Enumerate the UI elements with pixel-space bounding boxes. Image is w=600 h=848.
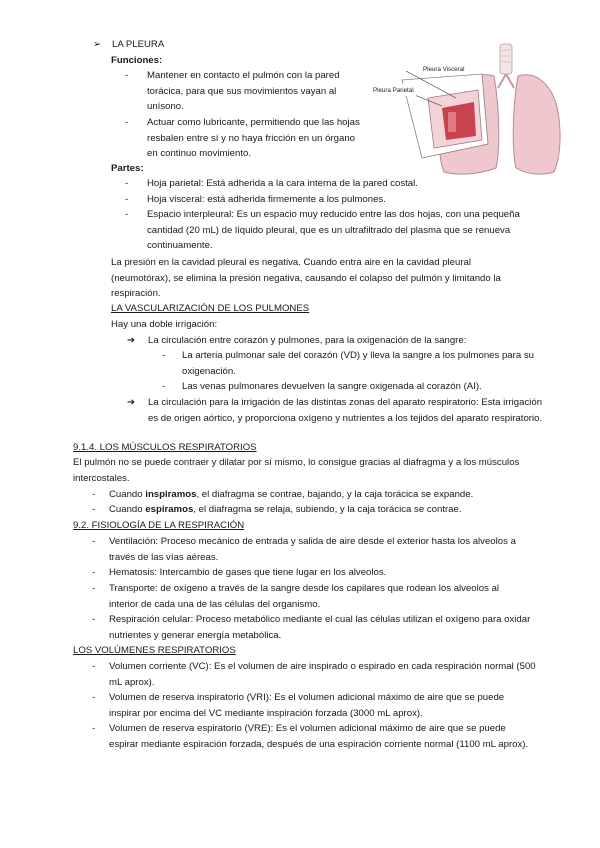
dash-bullet: - bbox=[125, 209, 129, 220]
vasc-sub-item-2: Las venas pulmonares devuelven la sangre oxigenada al corazón (AI). bbox=[182, 381, 482, 392]
musculos-item-espiramos: Cuando espiramos, el diafragma se relaja, subiendo, y la caja torácica se contrae. bbox=[109, 504, 462, 515]
fisiologia-item-hematosis: Hematosis: Intercambio de gases que tiene lugar en los alveolos. bbox=[109, 567, 387, 578]
funciones-label: Funciones: bbox=[111, 55, 163, 66]
volumen-item-vri: Volumen de reserva inspiratorio (VRI): Es el volumen adicional máximo de aire que se puede inspirar por encima del VC mediante inspiración forzada (3000 mL aprox). bbox=[109, 692, 505, 719]
funcion-item-2: Actuar como lubricante, permitiendo que las hojas resbalen entre sí y no haya fricción en un órgano en continuo movimiento. bbox=[147, 117, 360, 159]
dash-bullet: - bbox=[92, 692, 96, 703]
volumen-item-vre: Volumen de reserva espiratorio (VRE): Es el volumen adicional máximo de aire que se puede espirar mediante espiración forzada, después de una espiración corriente normal (1100 mL aprox). bbox=[109, 723, 529, 750]
dash-bullet: - bbox=[125, 194, 129, 205]
right-lung-shape bbox=[513, 75, 560, 174]
musculos-item-inspiramos: Cuando inspiramos, el diafragma se contrae, bajando, y la caja torácica se expande. bbox=[109, 489, 474, 500]
bullet-arrow-icon: ➢ bbox=[93, 39, 102, 50]
musculos-intro: El pulmón no se puede contraer y dilatar por sí mismo, lo consigue gracias al diafragma y a los músculos intercostales. bbox=[73, 457, 520, 484]
dash-bullet: - bbox=[92, 614, 96, 625]
parte-item-2: Hoja visceral: está adherida firmemente a los pulmones. bbox=[147, 194, 386, 205]
section-title-volumenes: LOS VOLÚMENES RESPIRATORIOS bbox=[73, 645, 236, 656]
dash-bullet: - bbox=[125, 178, 129, 189]
dash-bullet: - bbox=[92, 661, 96, 672]
fisiologia-item-ventilacion: Ventilación: Proceso mecánico de entrada y salida de aire desde el exterior hasta los alveolos a través de las vías aéreas. bbox=[109, 536, 516, 563]
label-pleura-visceral: Pleura Visceral bbox=[423, 66, 465, 73]
dash-bullet: - bbox=[92, 567, 96, 578]
pleural-cavity-highlight bbox=[442, 102, 476, 140]
parte-item-3: Espacio interpleural: Es un espacio muy reducido entre las dos hojas, con una pequeña cantidad (20 mL) de líquido pleural, que es un ultrafiltrado del plasma que se renueva continuamente. bbox=[147, 209, 520, 251]
dash-bullet: - bbox=[162, 381, 166, 392]
section-title-vascularizacion: LA VASCULARIZACIÓN DE LOS PULMONES bbox=[111, 303, 310, 314]
dash-bullet: - bbox=[92, 723, 96, 734]
section-title-fisiologia: 9.2. FISIOLOGÍA DE LA RESPIRACIÓN bbox=[73, 520, 245, 531]
dash-bullet: - bbox=[125, 70, 129, 81]
dash-bullet: - bbox=[92, 504, 96, 515]
vasc-item-1: La circulación entre corazón y pulmones, para la oxigenación de la sangre: bbox=[148, 335, 467, 346]
dash-bullet: - bbox=[125, 117, 129, 128]
lung-pleura-illustration bbox=[362, 40, 562, 180]
vasc-intro: Hay una doble irrigación: bbox=[111, 319, 218, 330]
dash-bullet: - bbox=[92, 583, 96, 594]
parte-item-1: Hoja parietal: Está adherida a la cara interna de la pared costal. bbox=[147, 178, 418, 189]
trachea-shape bbox=[500, 44, 512, 74]
fisiologia-item-respiracion-celular: Respiración celular: Proceso metabólico mediante el cual las células utilizan el oxígeno para oxidar nutrientes y generar energía metabólica. bbox=[109, 614, 531, 641]
arrow-bullet-icon: ➔ bbox=[127, 397, 136, 408]
fisiologia-item-transporte: Transporte: de oxígeno a través de la sangre desde los capilares que rodean los alveolos al interior de cada una de las células del organismo. bbox=[109, 583, 500, 610]
vasc-item-2: La circulación para la irrigación de las distintas zonas del aparato respiratorio: Esta irrigación es de origen aórtico, y proporciona oxígeno y nutrientes a los tejidos del aparato respiratorio. bbox=[148, 397, 543, 424]
presion-paragraph: La presión en la cavidad pleural es negativa. Cuando entra aire en la cavidad pleural (neumotórax), se elimina la presión negativa, causando el colapso del pulmón y limitando la respiración. bbox=[111, 257, 501, 299]
volumen-item-vc: Volumen corriente (VC): Es el volumen de aire inspirado o espirado en cada respiración normal (500 mL aprox). bbox=[109, 661, 536, 688]
dash-bullet: - bbox=[162, 350, 166, 361]
section-title-pleura: LA PLEURA bbox=[112, 39, 165, 50]
section-title-musculos: 9.1.4. LOS MÚSCULOS RESPIRATORIOS bbox=[73, 442, 257, 453]
dash-bullet: - bbox=[92, 489, 96, 500]
label-pleura-parietal: Pleura Parietal bbox=[373, 87, 414, 94]
arrow-bullet-icon: ➔ bbox=[127, 335, 136, 346]
funcion-item-1: Mantener en contacto el pulmón con la pared torácica, para que sus movimientos vayan al unísono. bbox=[147, 70, 340, 112]
partes-label: Partes: bbox=[111, 163, 144, 174]
dash-bullet: - bbox=[92, 536, 96, 547]
vasc-sub-item-1: La arteria pulmonar sale del corazón (VD) y lleva la sangre a los pulmones para su oxigenación. bbox=[182, 350, 534, 377]
